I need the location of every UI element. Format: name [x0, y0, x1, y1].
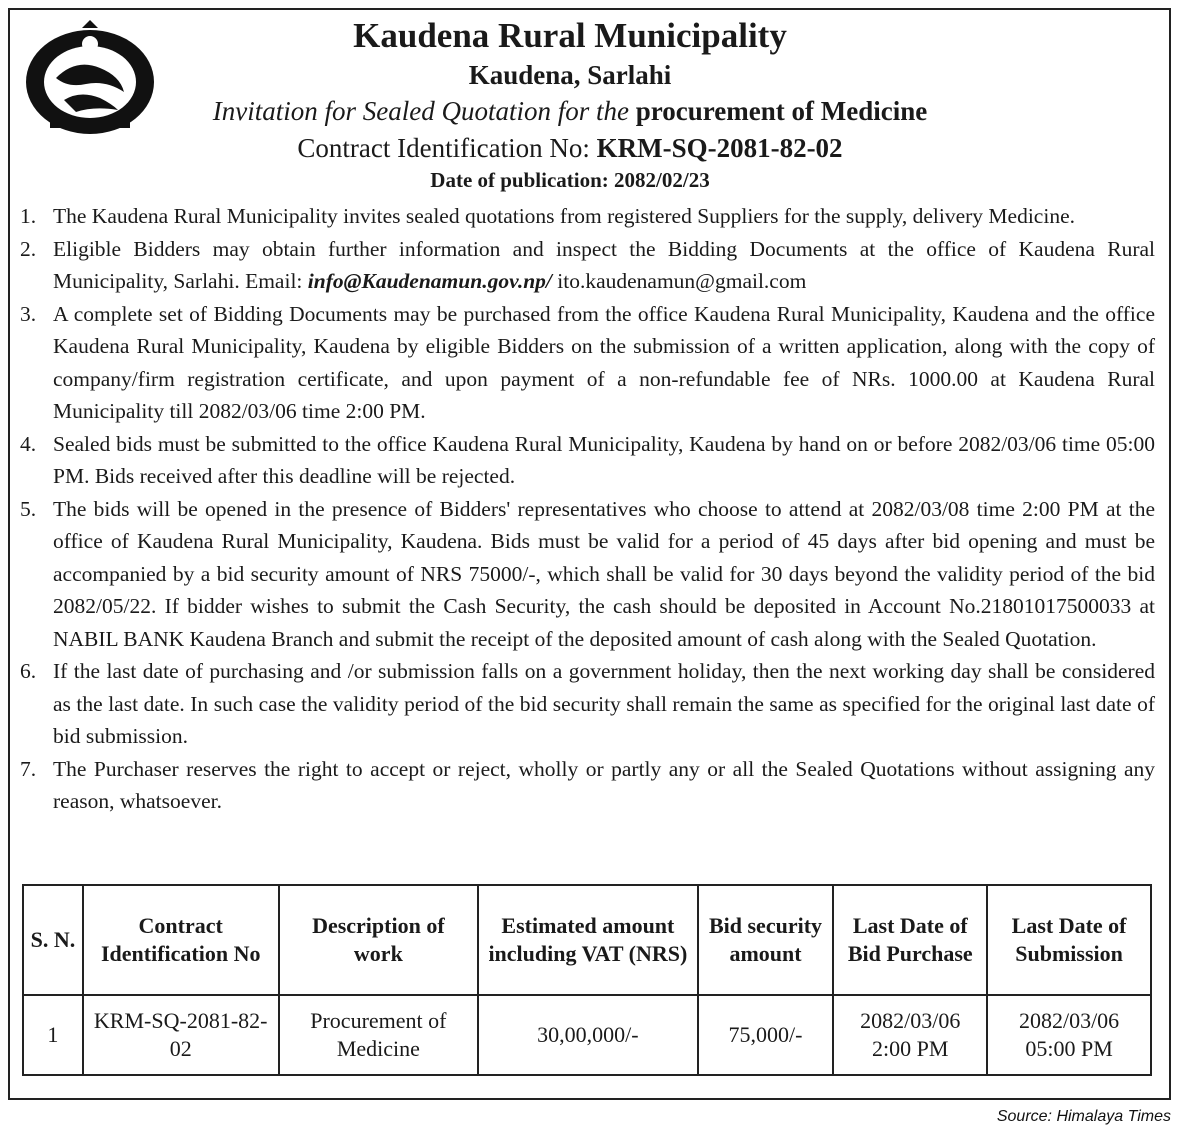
item-number: 2.: [20, 236, 37, 261]
cell-last-purchase: 2082/03/06 2:00 PM: [833, 995, 987, 1075]
list-item: [20, 493, 1155, 656]
cell-description: Procurement of Medicine: [279, 995, 479, 1075]
item-number: 7.: [20, 756, 37, 781]
col-header-last-submission: Last Date of Submission: [987, 885, 1151, 995]
table-header-row: [23, 885, 1151, 995]
nepal-emblem-icon: [20, 20, 160, 138]
cell-estimated-amount: 30,00,000/-: [478, 995, 697, 1075]
item-text: If the last date of purchasing and /or submission falls on a government holiday, then the next working day shall be considered as the last date. In such case the validity period of the bid security shall remain the same as specified for the original last date of bid submission.: [53, 659, 1155, 748]
procurement-table: [22, 884, 1152, 1076]
item-text: The bids will be opened in the presence of Bidders' representatives who choose to attend at 2082/03/08 time 2:00 PM at the office of Kaudena Rural Municipality, Kaudena. Bids must be valid for a period of 45 days after bid opening and must be accompanied by a bid security amount of NRS 75000/-, which shall be valid for 30 days beyond the validity period of the bid 2082/05/22. If bidder wishes to submit the Cash Security, the cash should be deposited in Account No.21801017500033 at NABIL BANK Kaudena Branch and submit the receipt of the deposited amount of cash along with the Sealed Quotation.: [53, 496, 1155, 651]
list-item: [20, 298, 1155, 428]
cell-last-submission: 2082/03/06 05:00 PM: [987, 995, 1151, 1075]
invitation-bold: procurement of Medicine: [635, 96, 928, 126]
email-link[interactable]: info@Kaudenamun.gov.np/: [307, 269, 552, 293]
notice-header: [160, 14, 980, 194]
list-item: [20, 655, 1155, 753]
list-item: [20, 233, 1155, 298]
cell-bid-security: 75,000/-: [698, 995, 834, 1075]
invitation-line: [160, 92, 980, 130]
notice-items: [20, 200, 1155, 818]
col-header-last-purchase: Last Date of Bid Purchase: [833, 885, 987, 995]
item-number: 4.: [20, 431, 37, 456]
cell-sn: 1: [23, 995, 83, 1075]
source-credit: Source: Himalaya Times: [996, 1108, 1171, 1125]
contract-label: Contract Identification No:: [297, 133, 590, 163]
list-item: [20, 200, 1155, 233]
cell-contract: KRM-SQ-2081-82-02: [83, 995, 279, 1075]
contract-line: [160, 130, 980, 166]
municipality-title: Kaudena Rural Municipality: [353, 16, 787, 55]
col-header-bid-security: Bid security amount: [698, 885, 834, 995]
email-secondary: ito.kaudenamun@gmail.com: [551, 269, 807, 293]
item-text: The Purchaser reserves the right to accept or reject, wholly or partly any or all the Sealed Quotations without assigning any reason, whatsoever.: [53, 756, 1155, 813]
item-number: 1.: [20, 204, 37, 228]
invitation-italic: Invitation for Sealed Quotation for the: [212, 96, 630, 126]
item-text: The Kaudena Rural Municipality invites sealed quotations from registered Suppliers for the supply, delivery Medicine.: [53, 204, 1075, 228]
col-header-description: Description of work: [279, 885, 479, 995]
item-number: 6.: [20, 659, 37, 683]
col-header-sn: S. N.: [23, 885, 83, 995]
item-number: 5.: [20, 496, 37, 521]
col-header-contract: Contract Identification No: [83, 885, 279, 995]
item-text: Sealed bids must be submitted to the office Kaudena Rural Municipality, Kaudena by hand on or before 2082/03/06 time 05:00 PM. Bids received after this deadline will be rejected.: [53, 431, 1155, 488]
publication-date: Date of publication: 2082/02/23: [430, 168, 710, 192]
col-header-estimated-amount: Estimated amount including VAT (NRS): [478, 885, 697, 995]
item-text: A complete set of Bidding Documents may be purchased from the office Kaudena Rural Municipality, Kaudena and the office Kaudena Rural Municipality, Kaudena by eligible Bidders on the submission of a written application, along with the copy of company/firm registration certificate, and upon payment of a non-refundable fee of NRs. 1000.00 at Kaudena Rural Municipality till 2082/03/06 time 2:00 PM.: [53, 301, 1155, 423]
list-item: [20, 428, 1155, 493]
municipality-location: Kaudena, Sarlahi: [468, 60, 672, 90]
contract-number: KRM-SQ-2081-82-02: [596, 133, 843, 163]
item-number: 3.: [20, 301, 37, 326]
list-item: [20, 753, 1155, 818]
table-row: [23, 995, 1151, 1075]
item-text: Eligible Bidders may obtain further information and inspect the Bidding Documents at the office of Kaudena Rural Municipality, Sarlahi. Email:: [53, 236, 1155, 293]
